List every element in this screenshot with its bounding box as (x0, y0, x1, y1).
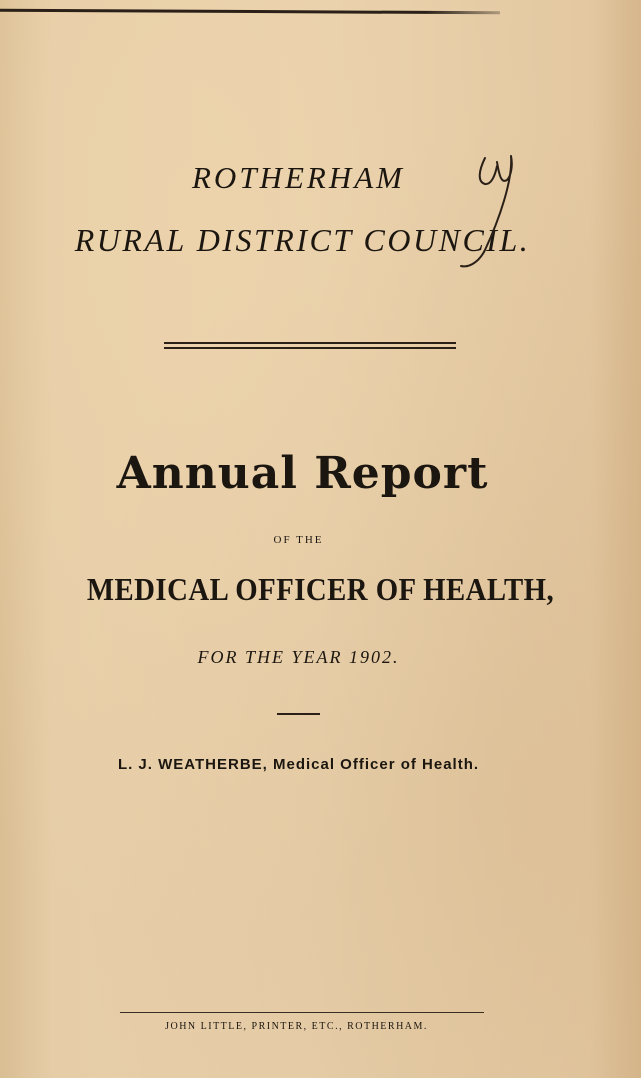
report-year: FOR THE YEAR 1902. (197, 647, 400, 667)
report-subject: MEDICAL OFFICER OF HEALTH, (86, 571, 555, 607)
of-the-label: OF THE (273, 534, 324, 546)
top-border-rule (0, 9, 500, 15)
double-divider-rule (164, 342, 456, 349)
report-title: Annual Report (116, 448, 489, 499)
handwritten-annotation (455, 140, 535, 275)
printer-imprint: JOHN LITTLE, PRINTER, ETC., ROTHERHAM. (165, 1021, 428, 1032)
author-line: L. J. WEATHERBE, Medical Officer of Health. (117, 756, 480, 773)
council-name-line-2: RURAL DISTRICT COUNCIL. (74, 222, 531, 258)
footer-rule (120, 1012, 484, 1013)
short-divider-rule (277, 713, 320, 715)
council-name-line-1: ROTHERHAM (192, 160, 405, 195)
